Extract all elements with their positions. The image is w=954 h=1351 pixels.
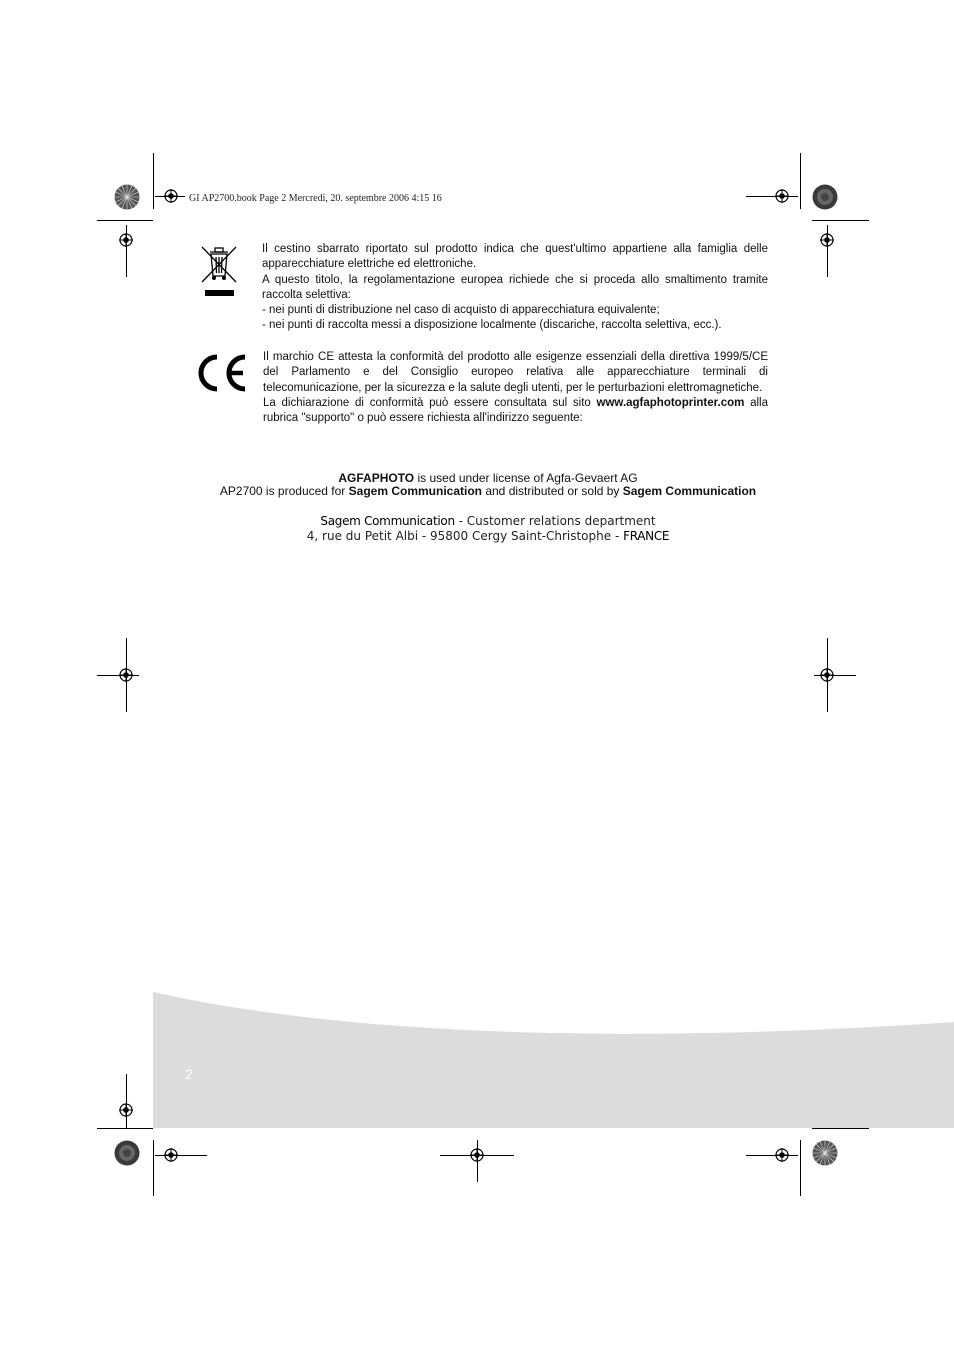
ce-conformity-notice [263,350,768,426]
weee-line: - nei punti di raccolta messi a disposizione localmente (discariche, raccolta selettiva, ecc.). [262,319,722,332]
ce-text: Il marchio CE attesta la conformità del prodotto alle esigenze essenziali della direttiva 1999/5/CE del Parlamento e del Consiglio europeo relativa alle apparecchiature terminali di telecomunicazione, per la sicurezza e la salute degli utenti, per le perturbazioni elettromagnetiche. [263,351,768,394]
registration-target-icon [164,1148,178,1162]
registration-target-icon [119,668,133,682]
weee-disposal-notice [262,242,768,334]
footer-band [153,988,954,1128]
postal-address-line: 4, rue du Petit Albi - 95800 Cergy Saint-Christophe - FRANCE [306,529,670,543]
registration-target-icon [119,233,133,247]
registration-target-icon [820,233,834,247]
weee-line: A questo titolo, la regolamentazione europea richiede che si proceda allo smaltimento tramite raccolta selettiva: [262,273,768,301]
license-line: AGFAPHOTO is used under license of Agfa-Gevaert AG [338,471,638,485]
crossed-out-bin-icon [199,244,239,298]
registration-target-icon [164,189,178,203]
weee-line: Il cestino sbarrato riportato sul prodotto indica che quest'ultimo appartiene alla famiglia delle apparecchiature elettriche ed elettroniche. [262,243,768,271]
registration-target-icon [775,189,789,203]
book-info-header: GI AP2700.book Page 2 Mercredi, 20. septembre 2006 4:15 16 [189,193,442,204]
ce-declaration: La dichiarazione di conformità può essere consultata sul sito www.agfaphotoprinter.com alla rubrica "supporto" o può essere richiesta all'indirizzo seguente: [263,396,768,425]
ce-mark-icon [193,353,249,393]
page-number: 2 [185,1066,193,1082]
starburst-target-icon [114,1140,140,1166]
website-link[interactable]: www.agfaphotoprinter.com [596,396,745,409]
registration-target-icon [820,668,834,682]
brand-name: AGFAPHOTO [338,471,415,485]
registration-target-icon [470,1148,484,1162]
starburst-target-icon [114,184,140,210]
registration-target-icon [775,1148,789,1162]
starburst-target-icon [812,184,838,210]
starburst-target-icon [812,1140,838,1166]
registration-target-icon [119,1103,133,1117]
producer-line: AP2700 is produced for Sagem Communication and distributed or sold by Sagem Communication [219,484,757,498]
weee-line: - nei punti di distribuzione nel caso di acquisto di apparecchiatura equivalente; [262,304,660,317]
customer-relations-line: Sagem Communication - Customer relations department [320,514,656,528]
